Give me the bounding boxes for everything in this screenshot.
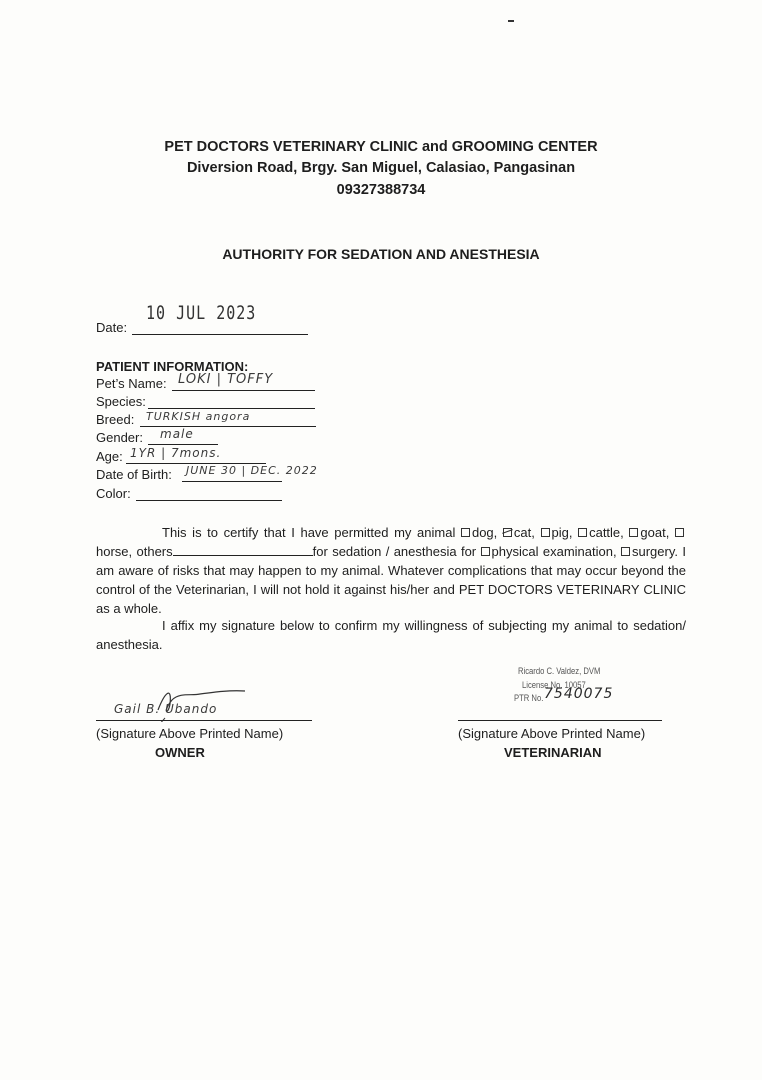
vet-signature-caption: (Signature Above Printed Name) bbox=[458, 726, 646, 741]
exam-option-label: physical examination, bbox=[491, 544, 617, 559]
owner-role-label: OWNER bbox=[155, 745, 205, 760]
color-line bbox=[136, 500, 282, 501]
vet-stamp-license: License No. 10057 bbox=[522, 680, 586, 690]
pig-option-label: pig, bbox=[551, 525, 573, 540]
owner-signature-line[interactable] bbox=[96, 720, 312, 721]
age-value: 1YR | 7mons. bbox=[130, 446, 222, 460]
vet-stamp-ptr-value: 7540075 bbox=[544, 686, 614, 702]
clinic-name: PET DOCTORS VETERINARY CLINIC and GROOMING CENTER bbox=[164, 139, 598, 155]
pets-name-value: LOKI | TOFFY bbox=[178, 372, 274, 387]
breed-label: Breed: bbox=[96, 412, 135, 427]
vet-stamp-name: Ricardo C. Valdez, DVM bbox=[518, 666, 601, 676]
species-line bbox=[148, 408, 315, 409]
scan-mark bbox=[508, 20, 514, 22]
horse-checkbox[interactable] bbox=[675, 528, 684, 537]
date-line bbox=[132, 334, 308, 335]
vet-stamp-ptr-label: PTR No. bbox=[514, 693, 544, 703]
affirmation-paragraph: I affix my signature below to confirm my willingness of subjecting my animal to sedation/ anesthesia. bbox=[96, 618, 686, 652]
dog-option-label: dog, bbox=[471, 525, 498, 540]
dob-value: JUNE 30 | DEC. 2022 bbox=[186, 464, 318, 477]
horse-others-label: horse, others bbox=[96, 544, 173, 559]
consent-text-a: This is to certify that I have permitted my animal bbox=[162, 525, 456, 540]
breed-value: TURKISH angora bbox=[146, 410, 251, 423]
others-blank-line[interactable] bbox=[173, 545, 313, 556]
clinic-phone: 09327388734 bbox=[336, 182, 426, 198]
vet-signature-line[interactable] bbox=[458, 720, 662, 721]
clinic-address: Diversion Road, Brgy. San Miguel, Calasiao, Pangasinan bbox=[186, 160, 576, 176]
cat-option-label: cat, bbox=[513, 525, 535, 540]
cat-checkbox[interactable] bbox=[503, 528, 512, 537]
pets-name-line bbox=[172, 390, 315, 391]
surgery-option-label: surgery. bbox=[631, 544, 678, 559]
color-label: Color: bbox=[96, 486, 131, 501]
dob-label: Date of Birth: bbox=[96, 467, 172, 482]
owner-signature-caption: (Signature Above Printed Name) bbox=[96, 726, 284, 741]
gender-label: Gender: bbox=[96, 430, 143, 445]
age-label: Age: bbox=[96, 449, 123, 464]
gender-value: male bbox=[160, 427, 194, 441]
exam-checkbox[interactable] bbox=[481, 547, 490, 556]
pets-name-label: Pet’s Name: bbox=[96, 376, 167, 391]
cattle-checkbox[interactable] bbox=[578, 528, 587, 537]
consent-paragraph bbox=[96, 523, 686, 618]
dob-line bbox=[182, 481, 282, 482]
species-label: Species: bbox=[96, 394, 146, 409]
consent-text-b: for sedation / anesthesia for bbox=[312, 544, 477, 559]
patient-info-heading: PATIENT INFORMATION: bbox=[96, 359, 249, 374]
document-title: AUTHORITY FOR SEDATION AND ANESTHESIA bbox=[222, 246, 540, 262]
surgery-checkbox[interactable] bbox=[621, 547, 630, 556]
dog-checkbox[interactable] bbox=[461, 528, 470, 537]
pig-checkbox[interactable] bbox=[541, 528, 550, 537]
date-value: 10 JUL 2023 bbox=[146, 301, 257, 324]
date-label: Date: bbox=[96, 320, 128, 335]
goat-option-label: goat, bbox=[640, 525, 670, 540]
owner-printed-name: Gail B. Ubando bbox=[114, 702, 218, 716]
cattle-option-label: cattle, bbox=[589, 525, 624, 540]
goat-checkbox[interactable] bbox=[629, 528, 638, 537]
vet-role-label: VETERINARIAN bbox=[504, 745, 602, 760]
gender-line bbox=[148, 444, 218, 445]
consent-text-c: I am aware of risks that may happen to my animal. Whatever complications that may occur beyond the control of the Veterinarian, I will not hold it against his/her and PET DOCTORS VETERINARY CLINIC as a whole. bbox=[96, 544, 686, 616]
